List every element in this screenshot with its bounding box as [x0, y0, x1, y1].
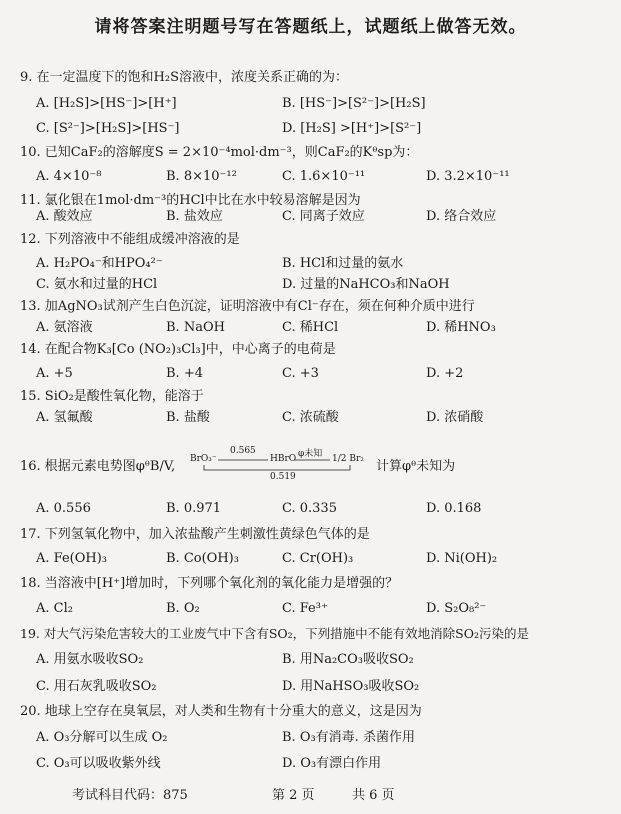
question-11-option-b: B. 盐效应: [166, 209, 223, 224]
question-13-option-a: A. 氨溶液: [36, 320, 93, 335]
question-9-stem: 9. 在一定温度下的饱和H₂S溶液中，浓度关系正确的为：: [20, 70, 348, 85]
question-17-option-c: C. Cr(OH)₃: [282, 551, 354, 566]
question-16-option-a: A. 0.556: [36, 501, 91, 516]
page-header: 请将答案注明题号写在答题纸上，试题纸上做答无效。: [94, 17, 527, 37]
question-11-option-c: C. 同离子效应: [282, 209, 365, 224]
question-15-option-c: C. 浓硫酸: [282, 410, 339, 425]
question-11-option-d: D. 络合效应: [426, 209, 497, 224]
question-20-stem: 20. 地球上空存在臭氧层，对人类和生物有十分重大的意义，这是因为: [20, 704, 422, 719]
question-10-option-b: B. 8×10⁻¹²: [166, 169, 237, 184]
question-16-option-d: D. 0.168: [426, 501, 482, 516]
question-18-stem: 18. 当溶液中[H⁺]增加时，下列哪个氧化剂的氧化能力是增强的？: [20, 576, 399, 591]
question-12-stem: 12. 下列溶液中不能组成缓冲溶液的是: [20, 232, 240, 247]
diagram-left-species: BrO₃⁻: [190, 454, 217, 464]
question-19-option-b: B. 用Na₂CO₃吸收SO₂: [282, 652, 414, 667]
question-17-option-b: B. Co(OH)₃: [166, 551, 239, 566]
question-15-option-d: D. 浓硝酸: [426, 410, 484, 425]
question-17-stem: 17. 下列氢氧化物中，加入浓盐酸产生刺激性黄绿色气体的是: [20, 527, 370, 542]
diagram-value-2: φ未知: [298, 449, 323, 459]
question-9-option-b: B. [HS⁻]>[S²⁻]>[H₂S]: [282, 96, 426, 111]
question-14-option-b: B. +4: [166, 366, 203, 381]
question-11-stem: 11. 氯化银在1mol·dm⁻³的HCl中比在水中较易溶解是因为: [20, 193, 361, 208]
question-20-option-d: D. O₃有漂白作用: [282, 756, 382, 771]
question-13-option-d: D. 稀HNO₃: [426, 320, 496, 335]
question-20-option-a: A. O₃分解可以生成 O₂: [36, 730, 168, 745]
question-15-option-b: B. 盐酸: [166, 410, 210, 425]
question-15-option-a: A. 氢氟酸: [36, 410, 93, 425]
question-17-option-a: A. Fe(OH)₃: [36, 551, 108, 566]
question-17-option-d: D. Ni(OH)₂: [426, 551, 498, 566]
question-12-option-b: B. HCl和过量的氨水: [282, 256, 404, 271]
question-20-option-c: C. O₃可以吸收紫外线: [36, 756, 161, 771]
question-14-stem: 14. 在配合物K₃[Co (NO₂)₃Cl₃]中，中心离子的电荷是: [20, 342, 336, 357]
question-18-option-a: A. Cl₂: [36, 601, 73, 616]
question-19-option-c: C. 用石灰乳吸收SO₂: [36, 679, 157, 694]
question-10-option-a: A. 4×10⁻⁸: [36, 169, 102, 184]
question-10-stem: 10. 已知CaF₂的溶解度S = 2×10⁻⁴mol·dm⁻³，则CaF₂的Kᶿsp为：: [20, 145, 419, 160]
question-19-option-a: A. 用氨水吸收SO₂: [36, 652, 144, 667]
question-12-option-c: C. 氨水和过量的HCl: [36, 277, 158, 292]
question-16-stem-post: 计算φᶿ未知为: [376, 459, 456, 474]
question-16-option-b: B. 0.971: [166, 501, 222, 516]
question-9-option-a: A. [H₂S]>[HS⁻]>[H⁺]: [36, 96, 177, 111]
diagram-middle-species: HBrO: [270, 454, 297, 464]
question-14-option-a: A. +5: [36, 366, 73, 381]
question-15-stem: 15. SiO₂是酸性氧化物，能溶于: [20, 389, 204, 404]
question-13-stem: 13. 加AgNO₃试剂产生白色沉淀，证明溶液中有Cl⁻存在，须在何种介质中进行: [20, 299, 475, 314]
diagram-right-species: 1/2 Br₂: [332, 454, 364, 464]
question-10-option-c: C. 1.6×10⁻¹¹: [282, 169, 366, 184]
question-16-stem-pre: 16. 根据元素电势图φᶿB/V,: [20, 459, 176, 474]
diagram-lines: [190, 450, 372, 486]
question-18-option-b: B. O₂: [166, 601, 200, 616]
exam-code: 考试科目代码：875: [72, 788, 188, 803]
question-18-option-d: D. S₂O₈²⁻: [426, 601, 487, 616]
question-12-option-d: D. 过量的NaHCO₃和NaOH: [282, 277, 450, 292]
page-total: 共 6 页: [352, 788, 395, 803]
question-19-option-d: D. 用NaHSO₃吸收SO₂: [282, 679, 420, 694]
question-9-option-c: C. [S²⁻]>[H₂S]>[HS⁻]: [36, 121, 180, 136]
diagram-value-1: 0.565: [230, 446, 256, 456]
potential-diagram: [190, 446, 372, 486]
question-10-option-d: D. 3.2×10⁻¹¹: [426, 169, 510, 184]
question-14-option-c: C. +3: [282, 366, 319, 381]
question-19-stem: 19. 对大气污染危害较大的工业废气中下含有SO₂，下列措施中不能有效地消除SO₂污染的是: [20, 626, 529, 641]
question-14-option-d: D. +2: [426, 366, 464, 381]
question-13-option-c: C. 稀HCl: [282, 320, 339, 335]
question-12-option-a: A. H₂PO₄⁻和HPO₄²⁻: [36, 256, 163, 271]
question-11-option-a: A. 酸效应: [36, 209, 93, 224]
question-20-option-b: B. O₃有消毒. 杀菌作用: [282, 730, 415, 745]
question-9-option-d: D. [H₂S] >[H⁺]>[S²⁻]: [282, 121, 422, 136]
question-16-option-c: C. 0.335: [282, 501, 337, 516]
question-18-option-c: C. Fe³⁺: [282, 601, 328, 616]
question-13-option-b: B. NaOH: [166, 320, 225, 335]
page-number: 第 2 页: [272, 788, 315, 803]
diagram-value-3: 0.519: [270, 472, 296, 482]
